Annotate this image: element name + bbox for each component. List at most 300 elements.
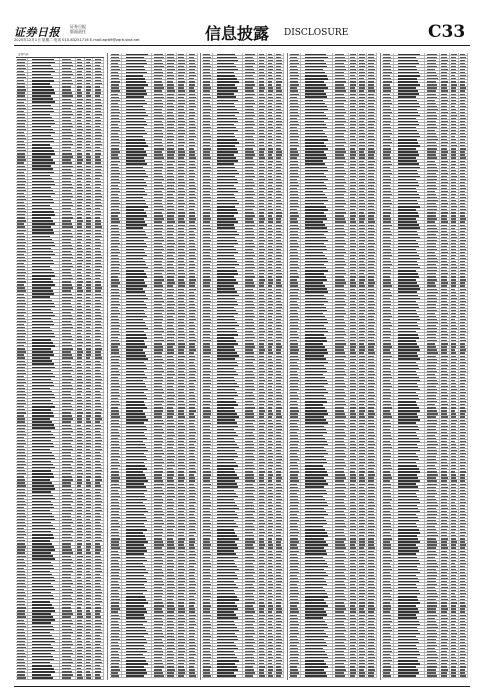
- cell-text-texture: [77, 485, 82, 486]
- table-cell: [93, 405, 104, 407]
- table-cell: [122, 230, 152, 232]
- cell-text-texture: [126, 163, 147, 164]
- cell-text-texture: [111, 215, 118, 216]
- table-cell: [28, 585, 60, 587]
- cell-text-texture: [167, 264, 173, 265]
- cell-text-texture: [86, 181, 92, 182]
- table-cell: [76, 137, 85, 139]
- cell-text-texture: [32, 437, 55, 438]
- cell-text-texture: [189, 66, 196, 67]
- table-cell: [60, 609, 76, 611]
- table-cell: [152, 105, 166, 107]
- table-cell: [85, 509, 94, 511]
- table-cell: [76, 421, 85, 423]
- table-cell: [28, 628, 60, 630]
- cell-text-texture: [154, 228, 163, 229]
- cell-text-texture: [95, 513, 101, 514]
- cell-text-texture: [111, 87, 119, 88]
- table-cell: [177, 80, 188, 82]
- cell-text-texture: [17, 230, 25, 231]
- table-cell: [85, 561, 94, 563]
- cell-text-texture: [189, 225, 196, 226]
- column-divider: [107, 53, 108, 680]
- cell-text-texture: [62, 80, 72, 81]
- table-cell: [76, 469, 85, 471]
- table-cell: [76, 542, 85, 544]
- cell-text-texture: [126, 81, 146, 82]
- cell-text-texture: [178, 167, 184, 168]
- table-cell: [16, 472, 28, 474]
- table-cell: [76, 436, 85, 438]
- cell-text-texture: [17, 181, 26, 182]
- cell-text-texture: [189, 191, 195, 192]
- cell-text-texture: [95, 351, 101, 352]
- table-cell: [85, 427, 94, 429]
- table-cell: [152, 184, 166, 186]
- cell-text-texture: [86, 434, 92, 435]
- cell-text-texture: [17, 132, 24, 133]
- table-cell: [85, 204, 94, 206]
- cell-text-texture: [62, 595, 71, 596]
- table-cell: [16, 326, 28, 328]
- cell-text-texture: [178, 118, 184, 119]
- table-cell: [76, 280, 85, 282]
- cell-text-texture: [86, 528, 92, 529]
- cell-text-texture: [17, 656, 25, 657]
- cell-text-texture: [62, 638, 72, 639]
- table-cell: [93, 640, 104, 642]
- cell-text-texture: [95, 108, 101, 109]
- table-cell: [60, 628, 76, 630]
- cell-text-texture: [178, 221, 185, 222]
- table-cell: [16, 268, 28, 270]
- table-cell: [16, 201, 28, 203]
- table-cell: [16, 277, 28, 279]
- table-cell: [122, 147, 152, 149]
- cell-text-texture: [62, 65, 73, 66]
- table-cell: [177, 172, 188, 174]
- cell-text-texture: [62, 653, 73, 654]
- cell-text-texture: [77, 297, 82, 298]
- cell-text-texture: [62, 507, 72, 508]
- cell-text-texture: [86, 184, 91, 185]
- cell-text-texture: [62, 537, 72, 538]
- cell-text-texture: [77, 111, 82, 112]
- table-cell: [187, 68, 198, 70]
- cell-text-texture: [95, 626, 101, 627]
- table-cell: [28, 677, 60, 679]
- cell-text-texture: [77, 415, 82, 416]
- cell-text-texture: [95, 668, 101, 669]
- table-cell: [16, 418, 28, 420]
- table-cell: [85, 95, 94, 97]
- cell-text-texture: [32, 403, 53, 404]
- table-cell: [110, 324, 122, 326]
- cell-text-texture: [189, 161, 195, 162]
- cell-text-texture: [62, 272, 72, 273]
- table-cell: [187, 77, 198, 79]
- cell-text-texture: [95, 236, 102, 237]
- cell-text-texture: [32, 65, 51, 66]
- table-cell: [16, 637, 28, 639]
- table-cell: [85, 302, 94, 304]
- cell-text-texture: [32, 351, 53, 352]
- table-cell: [93, 424, 104, 426]
- table-cell: [166, 315, 177, 317]
- cell-text-texture: [62, 257, 73, 258]
- table-cell: [166, 330, 177, 332]
- cell-text-texture: [86, 595, 91, 596]
- table-cell: [16, 622, 28, 624]
- table-cell: [60, 478, 76, 480]
- cell-text-texture: [32, 132, 55, 133]
- cell-text-texture: [178, 97, 184, 98]
- table-cell: [93, 92, 104, 94]
- cell-text-texture: [178, 94, 185, 95]
- cell-text-texture: [167, 228, 173, 229]
- table-cell: [16, 652, 28, 654]
- cell-text-texture: [167, 109, 174, 110]
- cell-text-texture: [154, 100, 162, 101]
- cell-text-texture: [32, 159, 53, 160]
- cell-text-texture: [178, 176, 184, 177]
- table-cell: [85, 131, 94, 133]
- cell-text-texture: [62, 95, 73, 96]
- table-cell: [60, 360, 76, 362]
- table-cell: [16, 189, 28, 191]
- cell-text-texture: [17, 543, 25, 544]
- cell-text-texture: [95, 379, 102, 380]
- cell-text-texture: [32, 77, 53, 78]
- cell-text-texture: [126, 118, 144, 119]
- cell-text-texture: [95, 95, 101, 96]
- table-cell: [122, 62, 152, 64]
- table-cell: [76, 271, 85, 273]
- cell-text-texture: [32, 510, 50, 511]
- cell-text-texture: [95, 370, 101, 371]
- cell-text-texture: [77, 516, 82, 517]
- table-cell: [60, 579, 76, 581]
- table-cell: [122, 166, 152, 168]
- cell-text-texture: [167, 258, 173, 259]
- table-cell: [60, 472, 76, 474]
- cell-text-texture: [178, 231, 184, 232]
- table-cell: [110, 230, 122, 232]
- cell-text-texture: [86, 412, 91, 413]
- cell-text-texture: [189, 194, 196, 195]
- table-cell: [85, 640, 94, 642]
- table-cell: [166, 59, 177, 61]
- table-cell: [76, 552, 85, 554]
- cell-text-texture: [17, 458, 24, 459]
- table-cell: [110, 135, 122, 137]
- table-cell: [60, 256, 76, 258]
- table-cell: [16, 186, 28, 188]
- cell-text-texture: [62, 525, 71, 526]
- cell-text-texture: [126, 179, 144, 180]
- table-cell: [177, 218, 188, 220]
- table-cell: [76, 411, 85, 413]
- cell-text-texture: [17, 482, 25, 483]
- table-cell: [85, 308, 94, 310]
- cell-text-texture: [111, 310, 119, 311]
- table-cell: [93, 363, 104, 365]
- table-cell: [85, 573, 94, 575]
- table-cell: [60, 58, 76, 60]
- table-cell: [76, 149, 85, 151]
- cell-text-texture: [95, 434, 101, 435]
- cell-text-texture: [32, 257, 51, 258]
- table-cell: [60, 421, 76, 423]
- table-cell: [93, 427, 104, 429]
- table-cell: [76, 649, 85, 651]
- cell-text-texture: [17, 412, 25, 413]
- cell-text-texture: [86, 382, 91, 383]
- table-cell: [122, 199, 152, 201]
- cell-text-texture: [189, 212, 195, 213]
- cell-text-texture: [77, 641, 82, 642]
- cell-text-texture: [126, 307, 147, 308]
- table-cell: [85, 588, 94, 590]
- table-cell: [177, 272, 188, 274]
- table-cell: [28, 113, 60, 115]
- cell-text-texture: [126, 157, 144, 158]
- cell-text-texture: [178, 203, 185, 204]
- cell-text-texture: [111, 261, 119, 262]
- section-title-english: DISCLOSURE: [284, 28, 348, 38]
- table-cell: [16, 92, 28, 94]
- cell-text-texture: [32, 549, 55, 550]
- table-cell: [16, 317, 28, 319]
- table-cell: [16, 314, 28, 316]
- cell-text-texture: [77, 309, 83, 310]
- cell-text-texture: [178, 66, 184, 67]
- table-cell: [152, 211, 166, 213]
- cell-text-texture: [86, 653, 91, 654]
- table-cell: [60, 140, 76, 142]
- table-cell: [93, 82, 104, 84]
- table-cell: [93, 152, 104, 154]
- table-cell: [93, 448, 104, 450]
- cell-text-texture: [32, 321, 53, 322]
- cell-text-texture: [62, 647, 71, 648]
- cell-text-texture: [111, 307, 118, 308]
- table-cell: [16, 85, 28, 87]
- table-cell: [177, 309, 188, 311]
- cell-text-texture: [62, 421, 71, 422]
- table-cell: [152, 62, 166, 64]
- cell-text-texture: [17, 361, 25, 362]
- table-cell: [177, 303, 188, 305]
- cell-text-texture: [86, 169, 91, 170]
- table-cell: [28, 609, 60, 611]
- table-cell: [60, 600, 76, 602]
- table-cell: [93, 116, 104, 118]
- table-cell: [187, 114, 198, 116]
- cell-text-texture: [32, 653, 51, 654]
- table-cell: [28, 244, 60, 246]
- table-cell: [93, 570, 104, 572]
- cell-text-texture: [62, 159, 71, 160]
- cell-text-texture: [77, 482, 83, 483]
- cell-text-texture: [189, 164, 196, 165]
- cell-text-texture: [32, 254, 55, 255]
- table-cell: [152, 190, 166, 192]
- cell-text-texture: [77, 108, 83, 109]
- table-cell: [28, 216, 60, 218]
- cell-text-texture: [32, 339, 51, 340]
- table-cell: [16, 536, 28, 538]
- cell-text-texture: [126, 60, 146, 61]
- cell-text-texture: [62, 242, 72, 243]
- table-cell: [110, 227, 122, 229]
- cell-text-texture: [86, 406, 92, 407]
- table-cell: [60, 536, 76, 538]
- table-cell: [60, 226, 76, 228]
- cell-text-texture: [178, 225, 185, 226]
- cell-text-texture: [62, 83, 73, 84]
- cell-text-texture: [95, 138, 101, 139]
- table-cell: [28, 390, 60, 392]
- cell-text-texture: [17, 287, 25, 288]
- cell-text-texture: [17, 245, 24, 246]
- cell-text-texture: [77, 656, 83, 657]
- table-cell: [187, 205, 198, 207]
- table-cell: [152, 93, 166, 95]
- table-cell: [93, 79, 104, 81]
- table-cell: [28, 88, 60, 90]
- cell-text-texture: [32, 330, 52, 331]
- cell-text-texture: [17, 607, 26, 608]
- table-cell: [16, 302, 28, 304]
- table-cell: [16, 436, 28, 438]
- cell-text-texture: [95, 181, 101, 182]
- cell-text-texture: [62, 233, 72, 234]
- cell-text-texture: [32, 394, 54, 395]
- cell-text-texture: [95, 77, 101, 78]
- cell-text-texture: [32, 476, 54, 477]
- cell-text-texture: [167, 282, 174, 283]
- table-cell: [152, 169, 166, 171]
- table-cell: [16, 655, 28, 657]
- table-cell: [166, 172, 177, 174]
- cell-text-texture: [86, 559, 92, 560]
- cell-text-texture: [111, 188, 119, 189]
- table-cell: [60, 658, 76, 660]
- table-cell: [93, 293, 104, 295]
- cell-text-texture: [126, 291, 145, 292]
- cell-text-texture: [95, 394, 101, 395]
- table-cell: [76, 311, 85, 313]
- table-cell: [93, 98, 104, 100]
- cell-text-texture: [86, 321, 91, 322]
- table-cell: [110, 83, 122, 85]
- table-cell: [122, 114, 152, 116]
- table-cell: [187, 80, 198, 82]
- cell-text-texture: [17, 632, 24, 633]
- cell-text-texture: [32, 455, 54, 456]
- cell-text-texture: [17, 342, 25, 343]
- cell-text-texture: [167, 316, 173, 317]
- table-cell: [152, 257, 166, 259]
- table-cell: [28, 204, 60, 206]
- cell-text-texture: [126, 127, 144, 128]
- table-cell: [85, 79, 94, 81]
- table-cell: [28, 658, 60, 660]
- cell-text-texture: [167, 176, 173, 177]
- table-cell: [152, 245, 166, 247]
- cell-text-texture: [167, 325, 173, 326]
- cell-text-texture: [32, 552, 51, 553]
- cell-text-texture: [62, 470, 73, 471]
- table-cell: [177, 132, 188, 134]
- cell-text-texture: [32, 467, 55, 468]
- table-cell: [166, 285, 177, 287]
- cell-text-texture: [62, 437, 72, 438]
- cell-text-texture: [77, 245, 82, 246]
- cell-text-texture: [86, 342, 92, 343]
- cell-text-texture: [77, 236, 82, 237]
- table-cell: [28, 335, 60, 337]
- table-cell: [110, 126, 122, 128]
- table-cell: [60, 149, 76, 151]
- table-cell: [76, 247, 85, 249]
- cell-text-texture: [167, 319, 173, 320]
- cell-text-texture: [62, 644, 73, 645]
- cell-text-texture: [17, 425, 26, 426]
- cell-text-texture: [77, 638, 82, 639]
- table-cell: [60, 314, 76, 316]
- table-cell: [16, 299, 28, 301]
- table-cell: [166, 68, 177, 70]
- cell-text-texture: [17, 339, 25, 340]
- cell-text-texture: [32, 126, 51, 127]
- table-cell: [85, 195, 94, 197]
- cell-text-texture: [178, 100, 185, 101]
- table-cell: [60, 168, 76, 170]
- table-cell: [85, 143, 94, 145]
- table-cell: [28, 357, 60, 359]
- cell-text-texture: [32, 464, 53, 465]
- cell-text-texture: [77, 367, 82, 368]
- cell-text-texture: [126, 191, 145, 192]
- table-cell: [60, 381, 76, 383]
- cell-text-texture: [32, 574, 52, 575]
- cell-text-texture: [111, 112, 120, 113]
- table-cell: [76, 189, 85, 191]
- table-cell: [60, 219, 76, 221]
- cell-text-texture: [189, 136, 196, 137]
- cell-text-texture: [154, 319, 163, 320]
- table-cell: [76, 238, 85, 240]
- table-cell: [16, 591, 28, 593]
- table-cell: [28, 488, 60, 490]
- cell-text-texture: [77, 300, 83, 301]
- table-cell: [16, 390, 28, 392]
- cell-text-texture: [77, 461, 83, 462]
- cell-text-texture: [154, 179, 164, 180]
- table-cell: [152, 233, 166, 235]
- cell-text-texture: [32, 604, 52, 605]
- edition-info: [70, 25, 86, 34]
- table-cell: [60, 512, 76, 514]
- cell-text-texture: [95, 278, 101, 279]
- table-cell: [122, 144, 152, 146]
- cell-text-texture: [95, 306, 102, 307]
- cell-text-texture: [77, 248, 83, 249]
- cell-text-texture: [17, 312, 25, 313]
- cell-text-texture: [95, 464, 101, 465]
